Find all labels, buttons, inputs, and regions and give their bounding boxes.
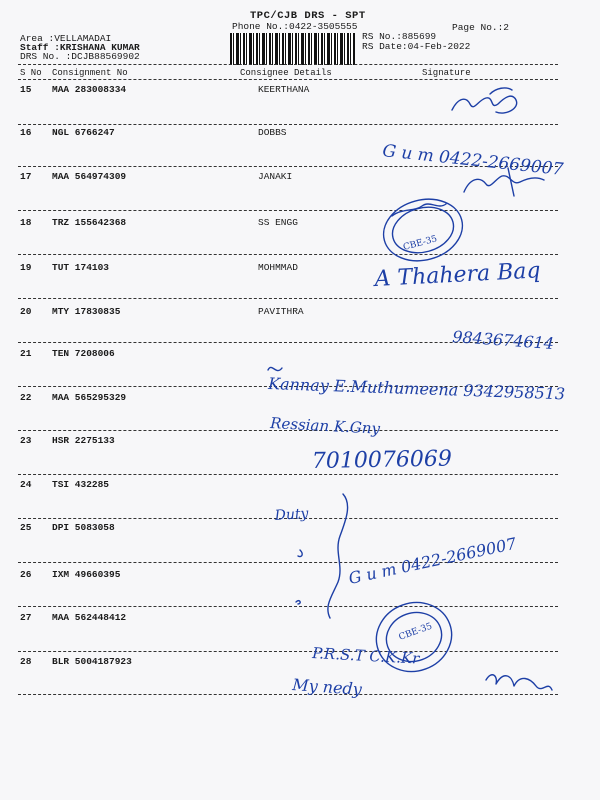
row-consignee: KEERTHANA (258, 84, 310, 95)
row-consignee: SS ENGG (258, 217, 298, 228)
signature-scribble (298, 550, 302, 557)
row-consignment: TEN 7208006 (52, 348, 115, 359)
row-sno: 23 (20, 435, 32, 446)
col-header-sno: S No (20, 68, 42, 78)
handwritten-note: Ressian K.Gny (269, 414, 381, 438)
handwritten-note: G u m 0422-2669007 (346, 533, 519, 588)
row-sno: 21 (20, 348, 32, 359)
rs-date: RS Date:04-Feb-2022 (362, 41, 471, 52)
area-label: Area :VELLAMADAI (20, 33, 112, 44)
signature-scribble (486, 675, 552, 690)
handwritten-note: My nedy (291, 675, 363, 699)
rs-number: RS No.:885699 (362, 31, 437, 42)
signature-scribble (490, 88, 512, 94)
col-header-consignment: Consignment No (52, 68, 128, 78)
staff-label: Staff :KRISHANA KUMAR (20, 42, 140, 53)
document-title: TPC/CJB DRS - SPT (250, 10, 366, 22)
signature-scribble (452, 96, 517, 113)
row-consignment: IXM 49660395 (52, 569, 121, 580)
col-header-consignee: Consignee Details (240, 68, 332, 78)
row-consignment: BLR 5004187923 (52, 656, 132, 667)
row-sno: 27 (20, 612, 32, 623)
row-consignee: DOBBS (258, 127, 287, 138)
row-consignment: HSR 2275133 (52, 435, 115, 446)
col-header-signature: Signature (422, 68, 471, 78)
handwritten-note: Duty (274, 505, 309, 524)
row-consignment: NGL 6766247 (52, 127, 115, 138)
row-sno: 26 (20, 569, 32, 580)
delivery-stamp (377, 191, 470, 270)
row-consignment: MTY 17830835 (52, 306, 121, 317)
drs-number: DRS No. :DCJB88569902 (20, 51, 140, 62)
row-consignee: JANAKI (258, 171, 293, 182)
row-sno: 15 (20, 84, 32, 95)
row-sno: 20 (20, 306, 32, 317)
handwritten-note: 7010076069 (311, 446, 453, 474)
row-sno: 24 (20, 479, 32, 490)
row-sno: 28 (20, 656, 32, 667)
page-number: Page No.:2 (452, 22, 510, 33)
row-consignment: TUT 174103 (52, 262, 110, 273)
row-sno: 18 (20, 217, 32, 228)
signature-scribble (392, 204, 446, 216)
row-consignment: DPI 5083058 (52, 522, 115, 533)
row-consignee: MOHMMAD (258, 262, 298, 273)
row-consignee: PAVITHRA (258, 306, 304, 317)
signature-scribble (328, 494, 348, 618)
stamp-text: CBE-35 (397, 621, 434, 643)
row-consignment: MAA 562448412 (52, 612, 127, 623)
row-consignment: TRZ 155642368 (52, 217, 127, 228)
row-sno: 16 (20, 127, 32, 138)
phone-number: Phone No.:0422-3505555 (232, 21, 358, 32)
handwritten-note: 9843674614 (451, 327, 555, 354)
handwritten-note: P.R.S.T C.K.Kr (311, 644, 420, 668)
signature-scribble (296, 601, 300, 604)
row-sno: 19 (20, 262, 32, 273)
row-consignment: TSI 432285 (52, 479, 110, 490)
handwritten-note: G u m 0422-2669007 (381, 141, 565, 180)
handwritten-note: Kannay E.Muthumeena 9342958513 (267, 374, 566, 404)
row-sno: 17 (20, 171, 32, 182)
signature-scribble (464, 176, 544, 192)
row-consignment: MAA 565295329 (52, 392, 127, 403)
row-sno: 22 (20, 392, 32, 403)
row-consignment: MAA 283008334 (52, 84, 127, 95)
handwritten-note: A Thahera Baq (374, 258, 542, 292)
row-consignment: MAA 564974309 (52, 171, 127, 182)
row-sno: 25 (20, 522, 32, 533)
signature-scribble (268, 367, 282, 370)
stamp-text: CBE-35 (402, 234, 439, 253)
